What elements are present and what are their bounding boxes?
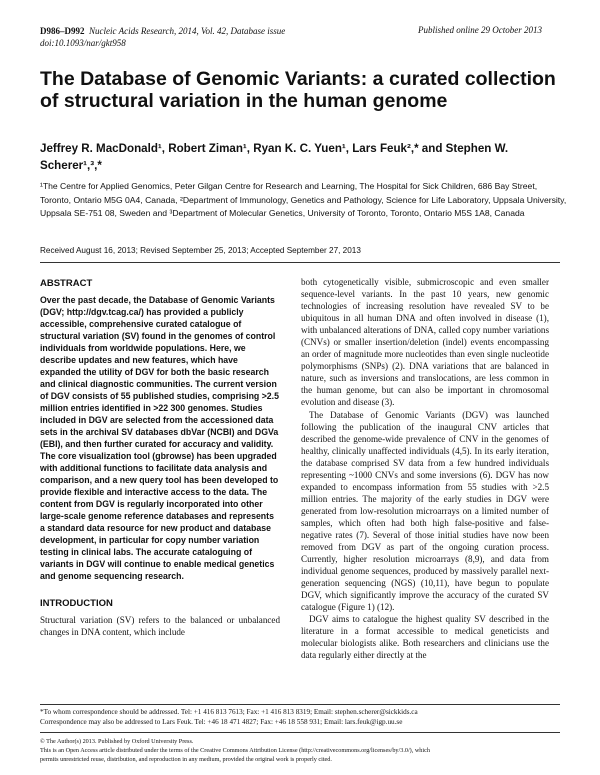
introduction-heading: INTRODUCTION bbox=[40, 598, 113, 609]
header-divider bbox=[40, 262, 560, 263]
body-paragraph: both cytogenetically visible, submicroscopic and even smaller sequence-level variants. In the past 10 years, new genomic technologies of increasing resolution have revealed SV to be ubiquitous in all human DNA and often involved in disease (1), with unbalanced alterations of DNA, called copy number variations (CNVs) or smaller insertion/deletion (indel) events encompassing an order of magnitude more nucleotides than even single nucleotide polymorphisms (SNPs) (2). DNA variations that are balanced in nature, such as inversions and translocations, are less common in the human genome, but can also be important in chromosomal evolution and disease (3). bbox=[301, 277, 549, 408]
article-id: D986–D992 bbox=[40, 26, 85, 36]
author-list: Jeffrey R. MacDonald¹, Robert Ziman¹, Ryan K. C. Yuen¹, Lars Feuk²,* and Stephen W. Scherer¹,³,* bbox=[40, 142, 509, 172]
body-paragraph: The Database of Genomic Variants (DGV) was launched following the publication of the inaugural CNV articles that described the genome-wide prevalence of CNV in the genomes of healthy, clinically unaffected individuals (4,5). In its early iteration, the database comprised SV data from a few hundred individuals representing ~1000 CNVs and some inversions (6). DGV has now expanded to encompass information from 55 studies with >2.5 million entries. The majority of the early studies in DGV were generated from low-resolution microarrays on a limited number of samples, which often had both high false-positive and false-negative rates (7). Several of those initial studies have now been removed from DGV as part of the ongoing curation process. Currently, higher resolution microarrays (8,9), and data from individual genome sequences, produced by massively parallel next-generation sequencing (NGS) (10,11), have begun to populate DGV, which significantly improve the accuracy of the curated SV catalogue (Figure 1) (12). bbox=[301, 409, 549, 613]
article-dates: Received August 16, 2013; Revised September 25, 2013; Accepted September 27, 2013 bbox=[40, 246, 361, 255]
license-block bbox=[40, 738, 575, 765]
article-title: The Database of Genomic Variants: a curated collection of structural variation in the human genome bbox=[40, 68, 556, 112]
journal-citation: Nucleic Acids Research, 2014, Vol. 42, Database issue bbox=[89, 26, 286, 36]
body-paragraph: DGV aims to catalogue the highest quality SV described in the literature in a format accessible to medical geneticists and molecular biologists alike. Both researchers and clinicians use the data regularly either directly at the bbox=[301, 614, 549, 661]
correspondence-footnote bbox=[40, 708, 570, 727]
license-divider bbox=[40, 732, 560, 733]
introduction-text: Structural variation (SV) refers to the balanced or unbalanced changes in DNA content, which include bbox=[40, 615, 280, 638]
left-column bbox=[40, 278, 280, 638]
correspondence-line: Correspondence may also be addressed to Lars Feuk. Tel: +46 18 471 4827; Fax: +46 18 558 931; Email: lars.feuk@igp.uu.se bbox=[40, 717, 403, 726]
abstract-heading: ABSTRACT bbox=[40, 278, 93, 289]
running-header-left bbox=[40, 25, 285, 49]
affiliations: ¹The Centre for Applied Genomics, Peter Gilgan Centre for Research and Learning, The Hospital for Sick Children, 686 Bay Street, Toronto, Ontario M5G 0A4, Canada, ²Department of Immunology, Genetics and Pathology, Science for Life Laboratory, Uppsala University, Uppsala SE-751 08, Sweden and ³Department of Molecular Genetics, University of Toronto, Toronto, Ontario M5S 1A8, Canada bbox=[40, 181, 567, 218]
abstract-text: Over the past decade, the Database of Genomic Variants (DGV; http://dgv.tcag.ca/) has provided a publicly accessible, comprehensive curated catalogue of structural variation (SV) found in the genomes of control individuals from worldwide populations. Here, we describe updates and new features, which have expanded the utility of DGV for both the basic research and clinical diagnostic communities. The current version of DGV consists of 55 published studies, comprising >2.5 million entries identified in >22 300 genomes. Studies included in DGV are selected from the accessioned data sets in the archival SV databases dbVar (NCBI) and DGVa (EBI), and then further curated for accuracy and validity. The core visualization tool (gbrowse) has been upgraded with additional functions to facilitate data analysis and comparison, and a new query tool has been developed to provide flexible and interactive access to the data. The content from DGV is regularly incorporated into other large-scale genome reference databases and represents a standard data resource for new product and database development, in particular for copy number variation testing in clinical labs. The accurate cataloguing of variants in DGV will continue to enable medical genetics and genome sequencing research. bbox=[40, 295, 279, 581]
doi[interactable]: doi:10.1093/nar/gkt958 bbox=[40, 38, 126, 48]
license-line: This is an Open Access article distributed under the terms of the Creative Commons Attribution License (http://creativecommons.org/licenses/by/3.0/), which bbox=[40, 746, 430, 754]
publication-date: Published online 29 October 2013 bbox=[418, 25, 542, 35]
footnote-divider bbox=[40, 704, 560, 705]
right-column bbox=[301, 276, 549, 662]
copyright-line: © The Author(s) 2013. Published by Oxford University Press. bbox=[40, 738, 194, 745]
correspondence-line: *To whom correspondence should be addressed. Tel: +1 416 813 7613; Fax: +1 416 813 8319; Email: stephen.scherer@sickkids.ca bbox=[40, 708, 418, 716]
license-line: permits unrestricted reuse, distribution, and reproduction in any medium, provided the original work is properly cited. bbox=[40, 755, 332, 763]
